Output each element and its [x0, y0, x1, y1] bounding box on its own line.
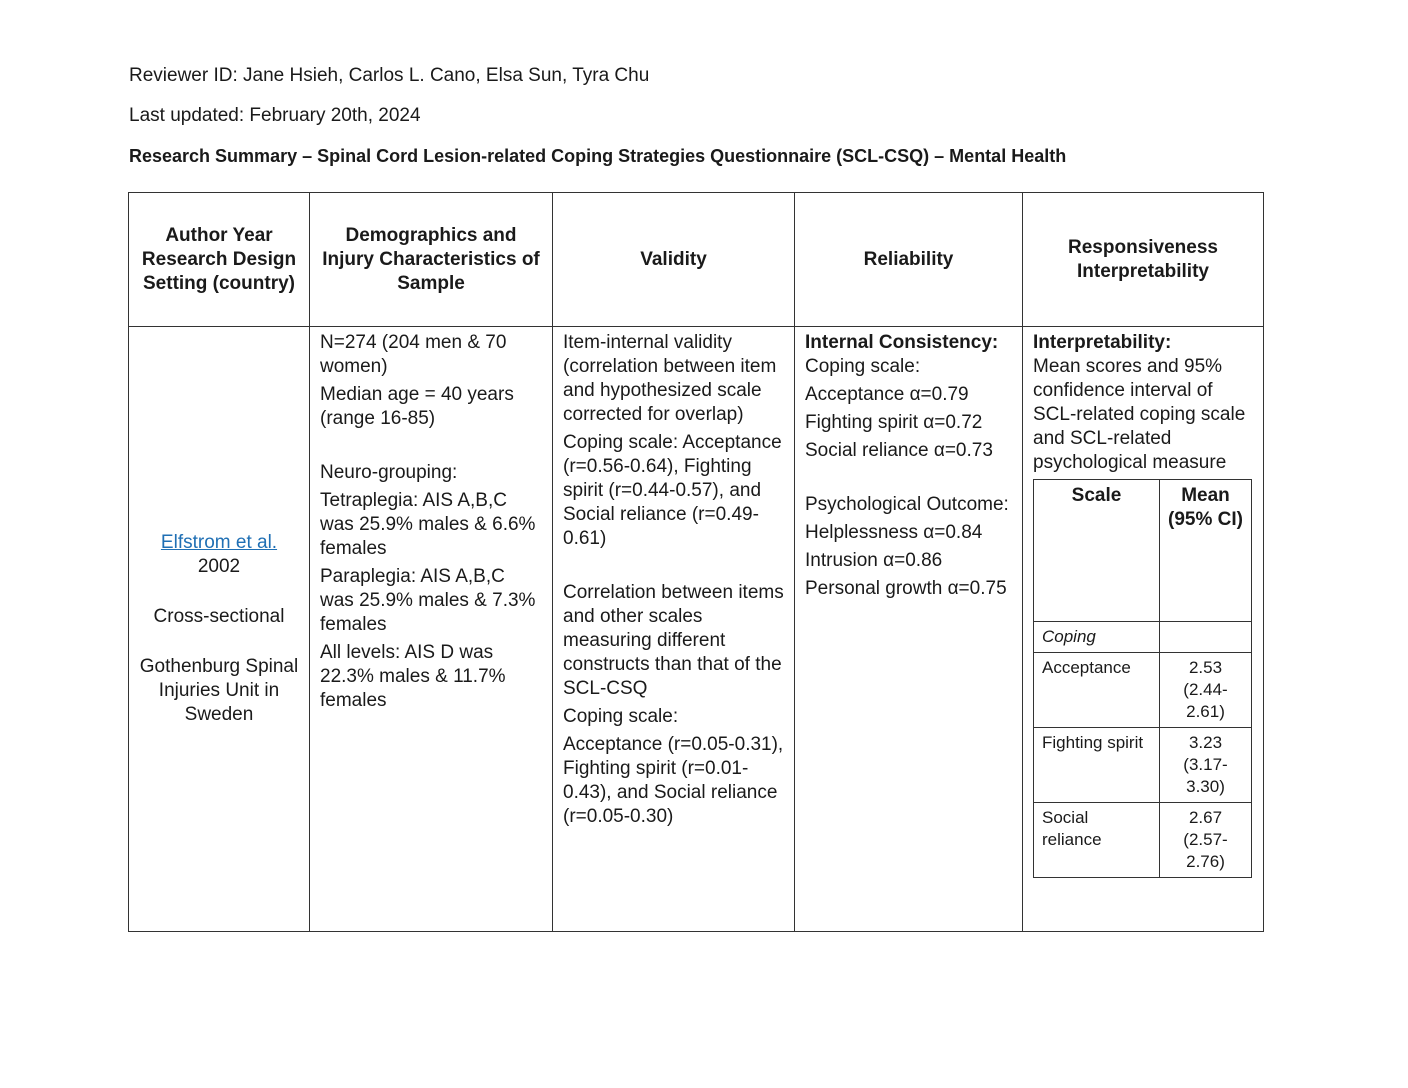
psychological-outcome-label: Psychological Outcome: — [805, 494, 1009, 515]
table-row — [1034, 803, 1252, 878]
inner-header-row — [1034, 480, 1252, 622]
col-header-reliability: Reliability — [795, 193, 1023, 327]
coping-scale-label: Coping scale: — [563, 706, 679, 727]
reliability-cell — [795, 327, 1023, 932]
document-title: Research Summary – Spinal Cord Lesion-related Coping Strategies Questionnaire (SCL-CSQ) – Mental Health — [129, 146, 1067, 166]
item-internal-validity: Item-internal validity (correlation between item and hypothesized scale corrected for overlap) — [563, 332, 777, 425]
inner-section-row — [1034, 622, 1252, 653]
col-header-author: Author Year Research Design Setting (country) — [129, 193, 310, 327]
study-setting: Gothenburg Spinal Injuries Unit in Sweden — [139, 656, 299, 725]
scale-name: Social reliance — [1034, 803, 1160, 878]
neuro-grouping-label: Neuro-grouping: — [320, 462, 458, 483]
intrusion-alpha: Intrusion α=0.86 — [805, 550, 943, 571]
mean-scores-table — [1033, 479, 1252, 878]
scale-name: Fighting spirit — [1034, 728, 1160, 803]
author-cell — [129, 327, 310, 932]
table-row — [1034, 728, 1252, 803]
study-year: 2002 — [197, 556, 241, 577]
fighting-spirit-alpha: Fighting spirit α=0.72 — [805, 412, 983, 433]
interpretability-heading: Interpretability: — [1033, 332, 1172, 353]
coping-scale-label: Coping scale: — [805, 356, 921, 377]
col-header-validity: Validity — [553, 193, 795, 327]
header-row — [129, 193, 1264, 327]
coping-scale-correlations: Coping scale: Acceptance (r=0.56-0.64), Fighting spirit (r=0.44-0.57), and Social reliance (r=0.49-0.61) — [563, 432, 782, 549]
summary-table — [128, 192, 1264, 932]
all-levels-text: All levels: AIS D was 22.3% males & 11.7% females — [320, 642, 506, 711]
col-header-responsiveness: Responsiveness Interpretability — [1023, 193, 1264, 327]
inner-col-scale: Scale — [1034, 480, 1160, 622]
mean-value: 2.53 (2.44-2.61) — [1160, 653, 1252, 728]
tetraplegia-text: Tetraplegia: AIS A,B,C was 25.9% males & 6.6% females — [320, 490, 536, 559]
author-link[interactable]: Elfstrom et al. — [160, 532, 278, 553]
reviewer-id: Reviewer ID: Jane Hsieh, Carlos L. Cano, Elsa Sun, Tyra Chu — [129, 65, 650, 86]
personal-growth-alpha: Personal growth α=0.75 — [805, 578, 1007, 599]
demographics-cell — [310, 327, 553, 932]
table-row — [129, 327, 1264, 932]
col-header-demographics: Demographics and Injury Characteristics of Sample — [310, 193, 553, 327]
mean-value: 3.23 (3.17-3.30) — [1160, 728, 1252, 803]
coping-section-label: Coping — [1034, 622, 1160, 653]
empty-cell — [1160, 622, 1252, 653]
interpretability-cell — [1023, 327, 1264, 932]
inner-col-mean: Mean (95% CI) — [1160, 480, 1252, 622]
social-reliance-alpha: Social reliance α=0.73 — [805, 440, 993, 461]
study-design: Cross-sectional — [153, 606, 285, 627]
correlation-other-scales: Correlation between items and other scales measuring different constructs than that of the SCL-CSQ — [563, 582, 784, 699]
table-row — [1034, 653, 1252, 728]
paraplegia-text: Paraplegia: AIS A,B,C was 25.9% males & 7.3% females — [320, 566, 536, 635]
internal-consistency-heading: Internal Consistency: — [805, 332, 999, 353]
mean-value: 2.67 (2.57-2.76) — [1160, 803, 1252, 878]
last-updated: Last updated: February 20th, 2024 — [129, 105, 421, 126]
sample-size: N=274 (204 men & 70 women) — [320, 332, 507, 377]
helplessness-alpha: Helplessness α=0.84 — [805, 522, 983, 543]
scale-name: Acceptance — [1034, 653, 1160, 728]
validity-cell — [553, 327, 795, 932]
coping-scale-divergent: Acceptance (r=0.05-0.31), Fighting spirit (r=0.01-0.43), and Social reliance (r=0.05-0.30) — [563, 734, 784, 827]
acceptance-alpha: Acceptance α=0.79 — [805, 384, 969, 405]
interpretability-text: Mean scores and 95% confidence interval of SCL-related coping scale and SCL-related psychological measure — [1033, 356, 1246, 473]
median-age: Median age = 40 years (range 16-85) — [320, 384, 514, 429]
